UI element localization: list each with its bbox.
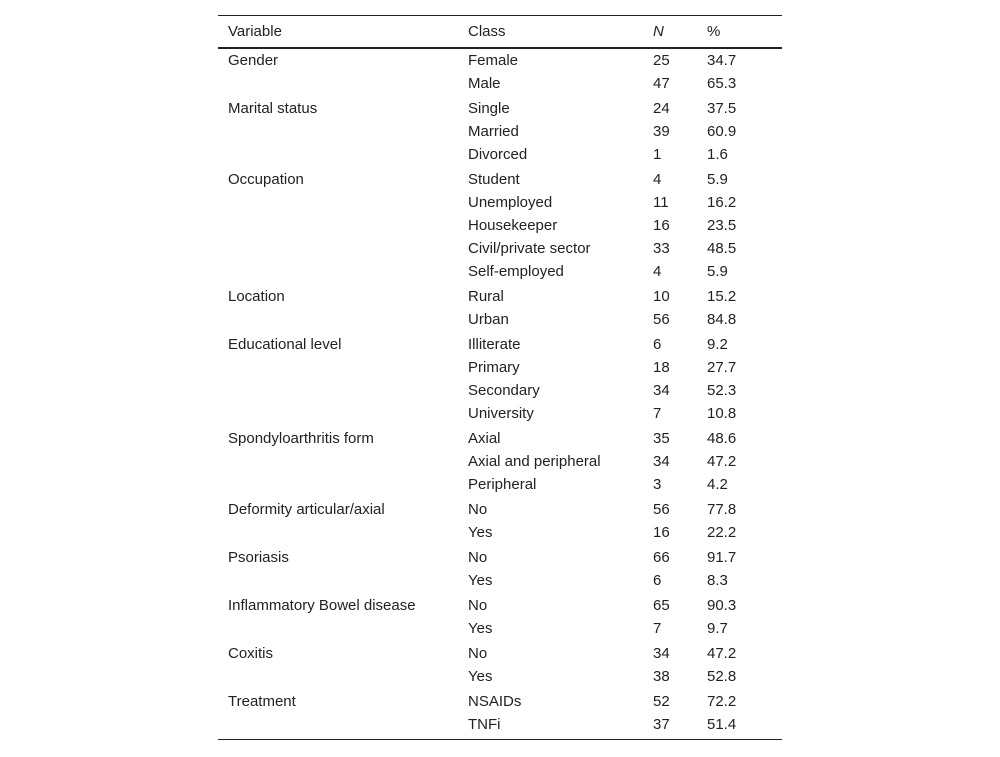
class-cell: Primary — [468, 359, 520, 376]
n-cell: 16 — [653, 524, 670, 541]
table-row — [218, 544, 782, 569]
table-row — [218, 143, 782, 166]
percent-cell: 16.2 — [707, 194, 737, 211]
percent-cell: 1.6 — [707, 146, 728, 163]
percent-cell: 48.6 — [707, 430, 737, 447]
table-row — [218, 120, 782, 143]
variable-cell: Inflammatory Bowel disease — [228, 597, 416, 614]
variable-cell — [218, 72, 458, 95]
table-row — [218, 496, 782, 521]
variable-cell — [218, 402, 458, 425]
n-cell: 18 — [653, 359, 670, 376]
percent-cell: 90.3 — [707, 597, 737, 614]
n-cell: 37 — [653, 716, 670, 733]
percent-cell: 72.2 — [707, 693, 737, 710]
table-row — [218, 214, 782, 237]
table-row — [218, 473, 782, 496]
table-row — [218, 95, 782, 120]
table-bottom-rule — [218, 739, 782, 740]
percent-cell: 65.3 — [707, 75, 737, 92]
variable-cell — [218, 356, 458, 379]
class-cell: No — [468, 549, 488, 566]
n-cell: 4 — [653, 171, 662, 188]
class-cell: Female — [468, 52, 519, 69]
class-cell: Unemployed — [468, 194, 553, 211]
class-cell: Yes — [468, 668, 493, 685]
n-cell: 6 — [653, 572, 662, 589]
n-cell: 7 — [653, 620, 662, 637]
table-header — [218, 16, 782, 49]
class-cell: Urban — [468, 311, 509, 328]
variable-cell: Marital status — [228, 100, 318, 117]
variable-cell: Gender — [228, 52, 279, 69]
class-cell: Civil/private sector — [468, 240, 591, 257]
table-row — [218, 379, 782, 402]
table-row — [218, 592, 782, 617]
class-cell: No — [468, 501, 488, 518]
n-cell: 66 — [653, 549, 670, 566]
class-cell: NSAIDs — [468, 693, 522, 710]
percent-cell: 34.7 — [707, 52, 737, 69]
table-row — [218, 640, 782, 665]
header-row — [218, 16, 782, 49]
variable-cell — [218, 665, 458, 688]
n-cell: 7 — [653, 405, 662, 422]
variable-cell: Educational level — [228, 336, 342, 353]
n-cell: 35 — [653, 430, 670, 447]
percent-cell: 10.8 — [707, 405, 737, 422]
variable-cell — [218, 473, 458, 496]
variable-cell — [218, 617, 458, 640]
percent-cell: 22.2 — [707, 524, 737, 541]
n-cell: 33 — [653, 240, 670, 257]
class-cell: Axial — [468, 430, 501, 447]
class-cell: Rural — [468, 288, 504, 305]
table-row — [218, 308, 782, 331]
class-cell: No — [468, 645, 488, 662]
variable-cell — [218, 569, 458, 592]
class-cell: Illiterate — [468, 336, 521, 353]
variable-cell: Coxitis — [228, 645, 274, 662]
variable-cell — [218, 308, 458, 331]
percent-cell: 52.3 — [707, 382, 737, 399]
table-row — [218, 569, 782, 592]
percent-cell: 5.9 — [707, 263, 728, 280]
variable-cell: Occupation — [228, 171, 304, 188]
variable-cell: Psoriasis — [228, 549, 289, 566]
variable-cell — [218, 191, 458, 214]
percent-cell: 4.2 — [707, 476, 728, 493]
table-row — [218, 521, 782, 544]
percent-cell: 15.2 — [707, 288, 737, 305]
class-cell: Yes — [468, 572, 493, 589]
class-cell: Self-employed — [468, 263, 564, 280]
characteristics-table — [218, 15, 782, 739]
variable-cell — [218, 143, 458, 166]
percent-cell: 9.2 — [707, 336, 728, 353]
class-cell: Male — [468, 75, 501, 92]
percent-cell: 60.9 — [707, 123, 737, 140]
class-cell: Axial and peripheral — [468, 453, 601, 470]
n-cell: 56 — [653, 501, 670, 518]
table-row — [218, 665, 782, 688]
n-cell: 24 — [653, 100, 670, 117]
n-cell: 56 — [653, 311, 670, 328]
variable-cell: Location — [228, 288, 285, 305]
class-cell: Married — [468, 123, 519, 140]
table-row — [218, 48, 782, 72]
percent-cell: 8.3 — [707, 572, 728, 589]
n-cell: 16 — [653, 217, 670, 234]
header-variable: Variable — [228, 23, 282, 40]
percent-cell: 37.5 — [707, 100, 737, 117]
percent-cell: 91.7 — [707, 549, 737, 566]
variable-cell — [218, 214, 458, 237]
class-cell: Secondary — [468, 382, 540, 399]
percent-cell: 77.8 — [707, 501, 737, 518]
percent-cell: 48.5 — [707, 240, 737, 257]
header-percent: % — [707, 23, 721, 40]
variable-cell — [218, 713, 458, 739]
n-cell: 47 — [653, 75, 670, 92]
variable-cell — [218, 120, 458, 143]
class-cell: TNFi — [468, 716, 501, 733]
table-row — [218, 331, 782, 356]
variable-cell — [218, 521, 458, 544]
class-cell: Peripheral — [468, 476, 537, 493]
n-cell: 65 — [653, 597, 670, 614]
header-n: N — [653, 23, 664, 40]
class-cell: University — [468, 405, 534, 422]
percent-cell: 23.5 — [707, 217, 737, 234]
table-row — [218, 688, 782, 713]
class-cell: Yes — [468, 524, 493, 541]
n-cell: 11 — [653, 194, 669, 211]
n-cell: 6 — [653, 336, 662, 353]
n-cell: 25 — [653, 52, 670, 69]
percent-cell: 5.9 — [707, 171, 728, 188]
n-cell: 34 — [653, 382, 670, 399]
table-row — [218, 617, 782, 640]
n-cell: 10 — [653, 288, 670, 305]
class-cell: Housekeeper — [468, 217, 558, 234]
table-row — [218, 356, 782, 379]
n-cell: 34 — [653, 453, 670, 470]
variable-cell: Deformity articular/axial — [228, 501, 385, 518]
table-row — [218, 402, 782, 425]
n-cell: 34 — [653, 645, 670, 662]
n-cell: 38 — [653, 668, 670, 685]
table-row — [218, 72, 782, 95]
n-cell: 52 — [653, 693, 670, 710]
variable-cell — [218, 450, 458, 473]
percent-cell: 51.4 — [707, 716, 737, 733]
percent-cell: 27.7 — [707, 359, 737, 376]
table-row — [218, 237, 782, 260]
variable-cell: Treatment — [228, 693, 296, 710]
variable-cell — [218, 379, 458, 402]
percent-cell: 84.8 — [707, 311, 737, 328]
n-cell: 39 — [653, 123, 670, 140]
table-row — [218, 166, 782, 191]
table-body — [218, 48, 782, 739]
class-cell: Yes — [468, 620, 493, 637]
class-cell: Student — [468, 171, 520, 188]
table-row — [218, 283, 782, 308]
n-cell: 1 — [653, 146, 662, 163]
class-cell: Divorced — [468, 146, 528, 163]
header-class: Class — [468, 23, 506, 40]
table-row — [218, 260, 782, 283]
percent-cell: 47.2 — [707, 453, 737, 470]
percent-cell: 52.8 — [707, 668, 737, 685]
table-row — [218, 713, 782, 739]
percent-cell: 47.2 — [707, 645, 737, 662]
class-cell: Single — [468, 100, 510, 117]
variable-cell — [218, 260, 458, 283]
percent-cell: 9.7 — [707, 620, 728, 637]
table-row — [218, 191, 782, 214]
characteristics-table-container — [218, 15, 782, 740]
variable-cell — [218, 237, 458, 260]
variable-cell: Spondyloarthritis form — [228, 430, 374, 447]
table-row — [218, 450, 782, 473]
n-cell: 4 — [653, 263, 662, 280]
table-row — [218, 425, 782, 450]
n-cell: 3 — [653, 476, 662, 493]
class-cell: No — [468, 597, 488, 614]
